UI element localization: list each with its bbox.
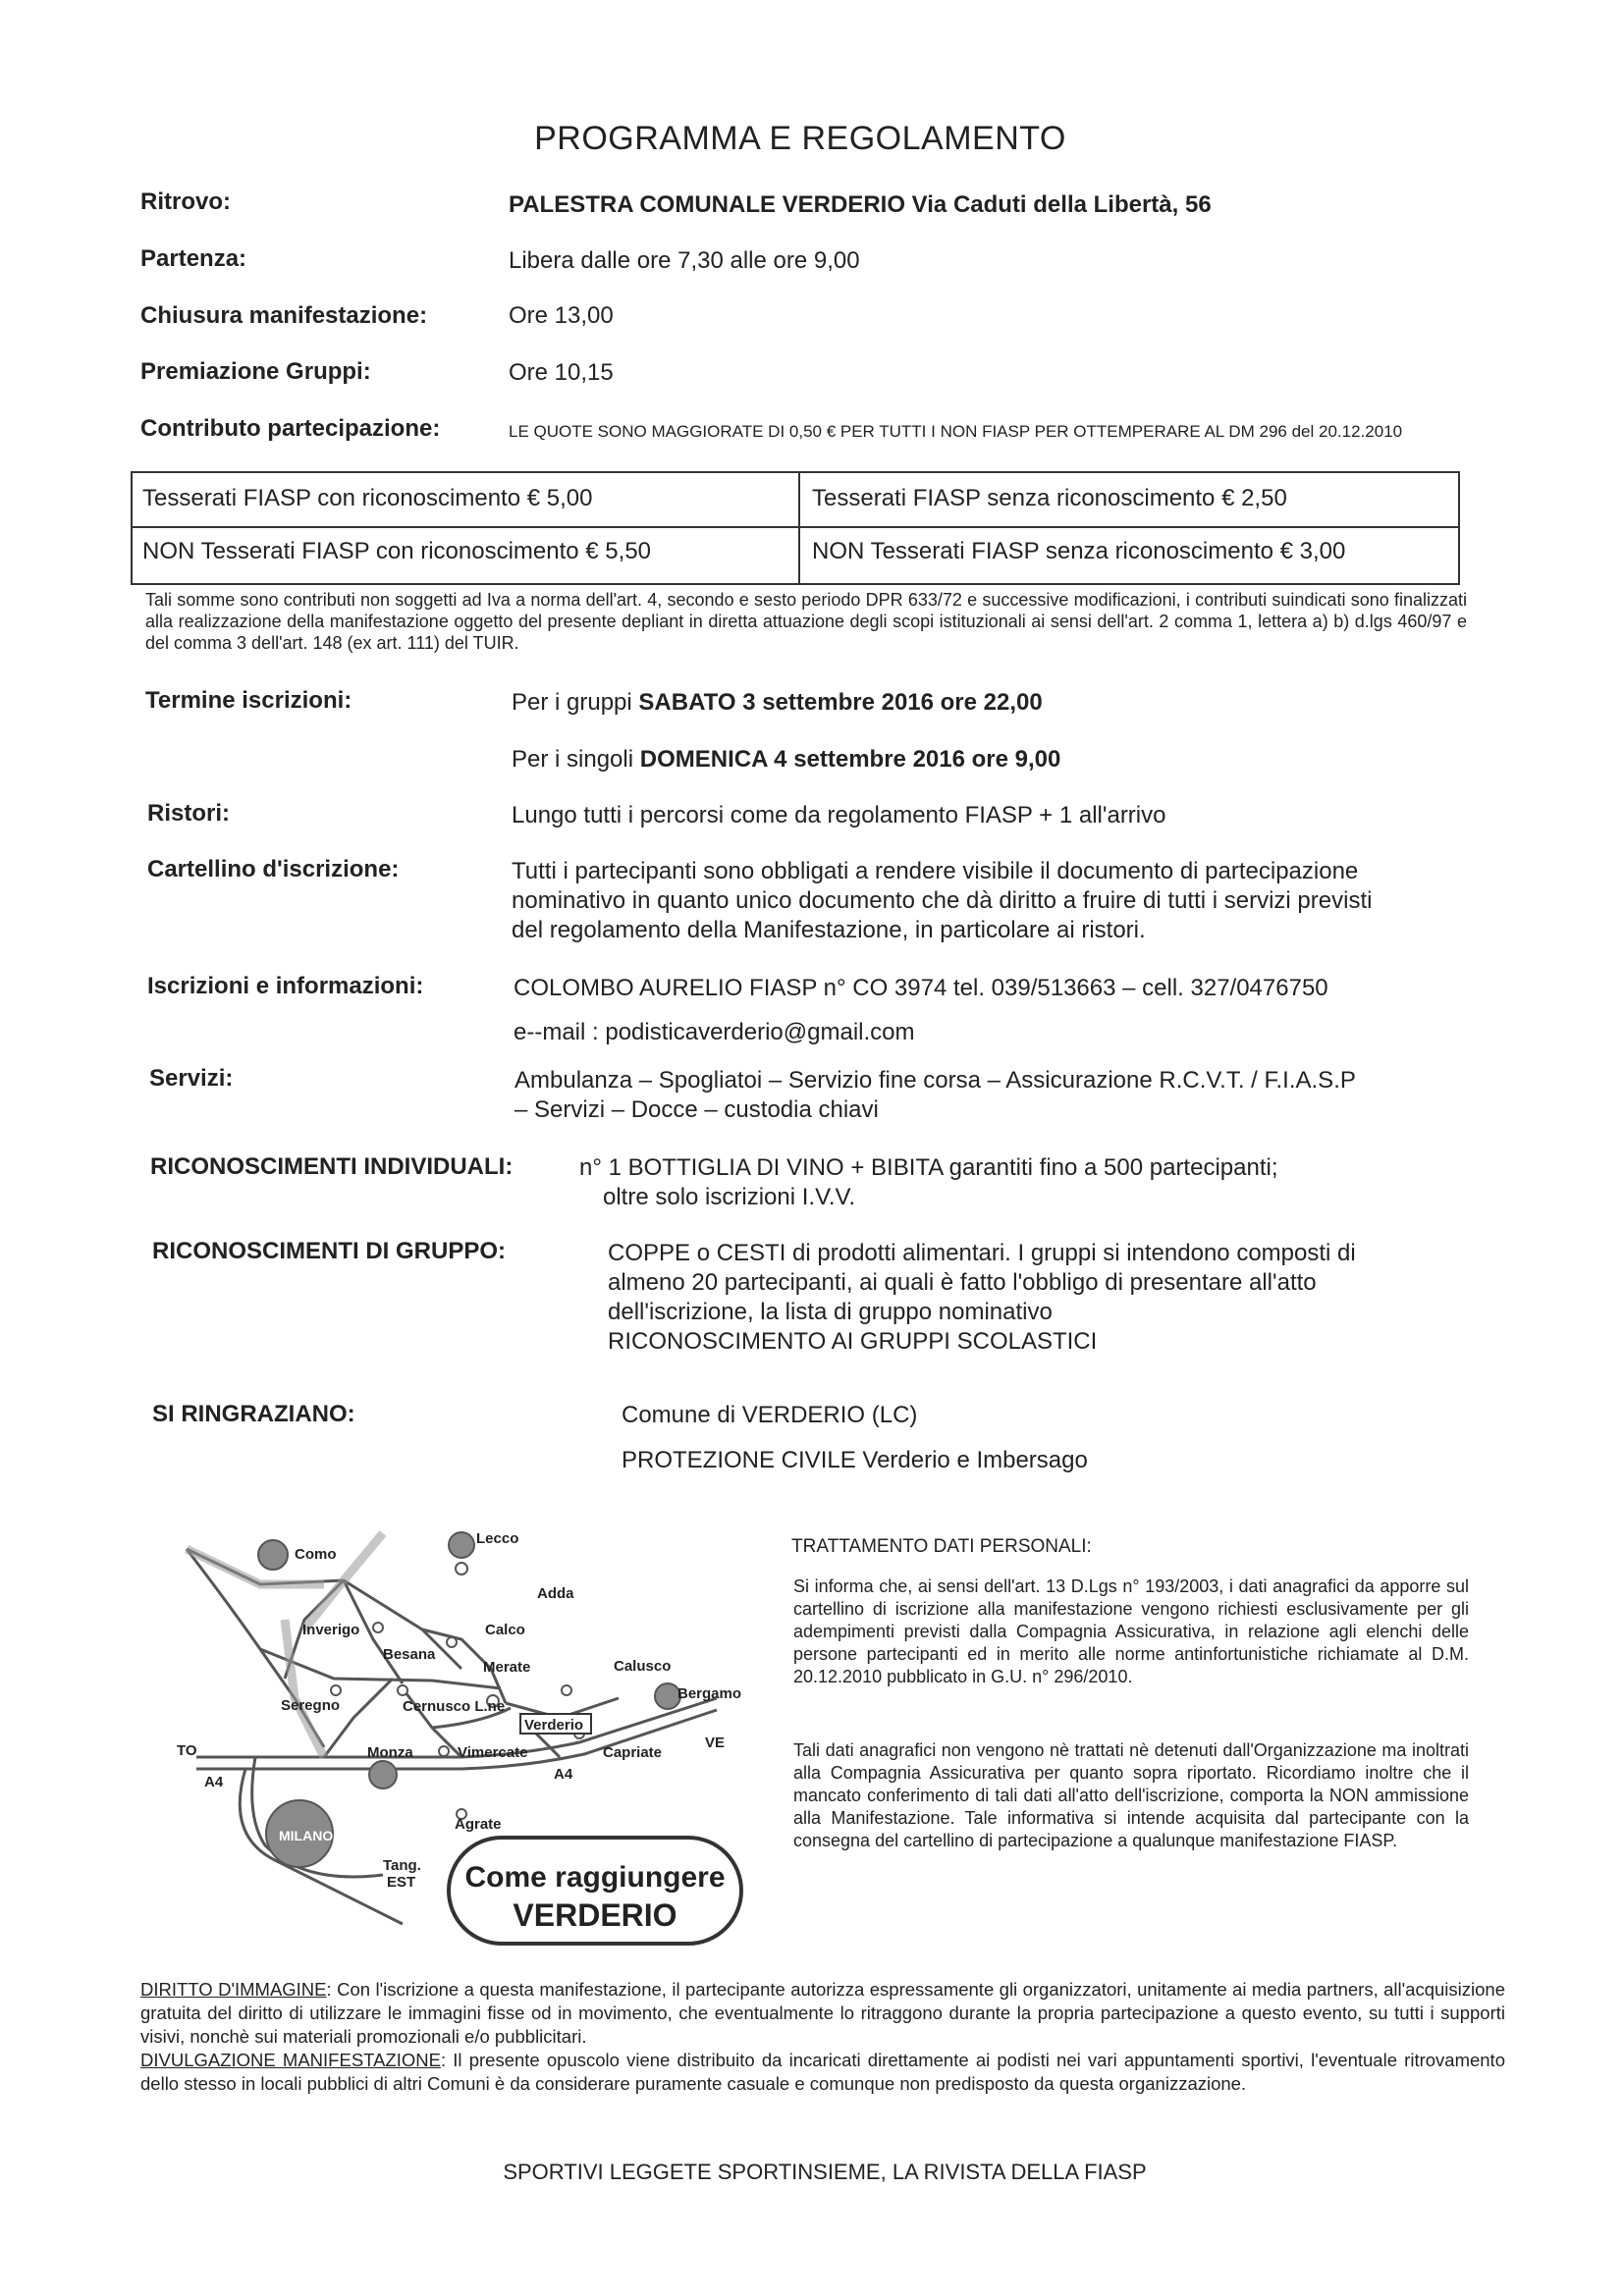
ritrovo-label: Ritrovo: — [140, 188, 231, 215]
termine-gruppi-date: SABATO 3 settembre 2016 ore 22,00 — [638, 689, 1043, 716]
map-city-verderio: Verderio — [524, 1717, 584, 1734]
termine-singoli-date: DOMENICA 4 settembre 2016 ore 9,00 — [639, 746, 1061, 773]
gruppo-line: RICONOSCIMENTO AI GRUPPI SCOLASTICI — [608, 1328, 1098, 1355]
map-city: Calusco — [614, 1658, 672, 1675]
map-city: Bergamo — [677, 1685, 742, 1702]
premiazione-label: Premiazione Gruppi: — [140, 358, 371, 385]
servizi-label: Servizi: — [149, 1065, 234, 1092]
map-city: Monza — [367, 1744, 413, 1761]
iscrizioni-contact: COLOMBO AURELIO FIASP n° CO 3974 tel. 039/513663 – cell. 327/0476750 — [514, 975, 1328, 1001]
iscrizioni-label: Iscrizioni e informazioni: — [147, 973, 424, 999]
individuali-line: oltre solo iscrizioni I.V.V. — [603, 1184, 856, 1210]
diritto-text: : Con l'iscrizione a questa manifestazione, il partecipante autorizza espressamente gli organizzatori, unitamente ai media partners, all'acquisizione gratuita del diritto di utilizzare le immagini fisse od in movimento, che eventualmente lo ritraggono durante la propria partecipazione a questo evento, su tutti i supporti visivi, nonchè sui materiali promozionali e/o pubblicitari. — [140, 1979, 1505, 2047]
map-city: Cernusco L.ne — [403, 1698, 506, 1715]
termine-gruppi-prefix: Per i gruppi — [512, 689, 639, 716]
map-city: Lecco — [476, 1530, 519, 1547]
map-city: Merate — [483, 1659, 531, 1676]
ritrovo-value: PALESTRA COMUNALE VERDERIO Via Caduti della Libertà, 56 — [509, 191, 1212, 218]
partenza-value: Libera dalle ore 7,30 alle ore 9,00 — [509, 247, 860, 274]
diritto-label: DIRITTO D'IMMAGINE — [140, 1979, 327, 2000]
cartellino-line: del regolamento della Manifestazione, in particolare ai ristori. — [512, 917, 1146, 943]
privacy-title: TRATTAMENTO DATI PERSONALI: — [791, 1536, 1092, 1557]
iscrizioni-email: e--mail : podisticaverderio@gmail.com — [514, 1019, 915, 1045]
map-city: Calco — [485, 1622, 525, 1638]
individuali-label: RICONOSCIMENTI INDIVIDUALI: — [150, 1153, 514, 1180]
map-city: TO — [177, 1742, 197, 1759]
ringraziano-line: Comune di VERDERIO (LC) — [622, 1402, 918, 1428]
divulgazione — [140, 2049, 1505, 2096]
ringraziano-line: PROTEZIONE CIVILE Verderio e Imbersago — [622, 1447, 1088, 1473]
gruppo-line: almeno 20 partecipanti, ai quali è fatto l'obbligo di presentare all'atto — [608, 1269, 1317, 1296]
map-city: Tang. — [383, 1857, 421, 1874]
footer: SPORTIVI LEGGETE SPORTINSIEME, LA RIVISTA DELLA FIASP — [503, 2160, 1147, 2184]
map-city: Como — [295, 1546, 337, 1563]
map-city: Besana — [383, 1646, 436, 1663]
map-city: VE — [705, 1735, 726, 1751]
map-city: A4 — [554, 1766, 573, 1783]
map-city-milano: MILANO — [279, 1828, 334, 1843]
termine-singoli — [512, 746, 1060, 774]
map-city: Seregno — [281, 1697, 341, 1714]
fee-cell: Tesserati FIASP senza riconoscimento € 2,50 — [812, 485, 1287, 511]
contributo-value: LE QUOTE SONO MAGGIORATE DI 0,50 € PER TUTTI I NON FIASP PER OTTEMPERARE AL DM 296 del 20.12.2010 — [509, 422, 1403, 441]
servizi-line: – Servizi – Docce – custodia chiavi — [514, 1096, 879, 1123]
chiusura-value: Ore 13,00 — [509, 302, 614, 329]
fee-table-divider — [798, 473, 800, 583]
map-city: Inverigo — [302, 1622, 360, 1638]
termine-label: Termine iscrizioni: — [145, 687, 352, 714]
tax-note: Tali somme sono contributi non soggetti ad Iva a norma dell'art. 4, secondo e sesto periodo DPR 633/72 e successive modificazioni, i contributi suindicati sono finalizzati alla realizzazione della manifestazione oggetto del presente depliant in diretta attuazione degli scopi istituzionali ai sensi dell'art. 2 comma 1, lettera a) b) d.lgs 460/97 e del comma 3 dell'art. 148 (ex art. 111) del TUIR. — [145, 590, 1467, 653]
map-city: Agrate — [455, 1816, 502, 1833]
contributo-label: Contributo partecipazione: — [140, 415, 441, 442]
fee-cell: NON Tesserati FIASP senza riconoscimento € 3,00 — [812, 538, 1346, 564]
partenza-label: Partenza: — [140, 245, 247, 272]
servizi-line: Ambulanza – Spogliatoi – Servizio fine corsa – Assicurazione R.C.V.T. / F.I.A.S.P — [514, 1067, 1356, 1094]
map-city: Adda — [537, 1585, 574, 1602]
gruppo-text — [608, 1239, 1452, 1357]
chiusura-label: Chiusura manifestazione: — [140, 302, 428, 329]
map-badge-line2: VERDERIO — [513, 1897, 677, 1933]
fee-cell: Tesserati FIASP con riconoscimento € 5,00 — [142, 485, 593, 511]
cartellino-label: Cartellino d'iscrizione: — [147, 856, 400, 882]
map-city: Vimercate — [458, 1744, 528, 1761]
gruppo-line: COPPE o CESTI di prodotti alimentari. I gruppi si intendono composti di — [608, 1240, 1356, 1266]
fee-table — [131, 471, 1460, 585]
premiazione-value: Ore 10,15 — [509, 359, 614, 386]
map-city: Capriate — [603, 1744, 663, 1761]
individuali-text — [579, 1153, 1463, 1212]
ristori-value: Lungo tutti i percorsi come da regolamento FIASP + 1 all'arrivo — [512, 802, 1166, 828]
cartellino-line: Tutti i partecipanti sono obbligati a rendere visibile il documento di partecipazione — [512, 858, 1359, 884]
fee-table-row-divider — [133, 526, 1458, 528]
ristori-label: Ristori: — [147, 800, 230, 827]
divulgazione-text: : Il presente opuscolo viene distribuito da incaricati direttamente ai podisti nei vari appuntamenti sportivi, l'eventuale ritrovamento dello stesso in locali pubblici di altri Comuni è da considerare puramente casuale e comunque non predisposto da questa organizzazione. — [140, 2050, 1505, 2094]
individuali-line: n° 1 BOTTIGLIA DI VINO + BIBITA garantiti fino a 500 partecipanti; — [579, 1154, 1278, 1181]
map-badge-line1: Come raggiungere — [464, 1861, 726, 1894]
gruppo-line: dell'iscrizione, la lista di gruppo nominativo — [608, 1299, 1053, 1325]
map-city: A4 — [204, 1774, 224, 1790]
page-title: PROGRAMMA E REGOLAMENTO — [534, 120, 1066, 157]
termine-gruppi — [512, 689, 1043, 717]
termine-singoli-prefix: Per i singoli — [512, 746, 640, 773]
servizi-text — [514, 1066, 1477, 1125]
privacy-paragraph: Tali dati anagrafici non vengono nè trattati nè detenuti dall'Organizzazione ma inoltrati alla Compagnia Assicurativa per quanto sopra riportato. Ricordiamo inoltre che il mancato conferimento di tali dati all'atto dell'iscrizione, comporta la NON ammissione alla Manifestazione. Tale informativa si intende acquisita dal partecipante con la consegna del cartellino di partecipazione a qualunque manifestazione FIASP. — [793, 1740, 1469, 1850]
map-city: EST — [387, 1874, 416, 1891]
fee-cell: NON Tesserati FIASP con riconoscimento € 5,50 — [142, 538, 652, 564]
cartellino-text — [512, 857, 1474, 945]
ringraziano-label: SI RINGRAZIANO: — [152, 1401, 355, 1427]
diritto-immagine — [140, 1978, 1505, 2049]
directions-map — [167, 1522, 756, 1973]
privacy-paragraph: Si informa che, ai sensi dell'art. 13 D.Lgs n° 193/2003, i dati anagrafici da apporre sul cartellino di iscrizione alla manifestazione vengono richiesti esclusivamente per gli adempimenti previsti dalla Compagnia Assicurativa, in relazione agli elenchi delle persone partecipanti ed in merito alle norme antinfortunistiche richiamate al D.M. 20.12.2010 pubblicato in G.U. n° 296/2010. — [793, 1576, 1469, 1686]
cartellino-line: nominativo in quanto unico documento che dà diritto a fruire di tutti i servizi previsti — [512, 887, 1373, 914]
gruppo-label: RICONOSCIMENTI DI GRUPPO: — [152, 1238, 507, 1264]
divulgazione-label: DIVULGAZIONE MANIFESTAZIONE — [140, 2050, 441, 2070]
